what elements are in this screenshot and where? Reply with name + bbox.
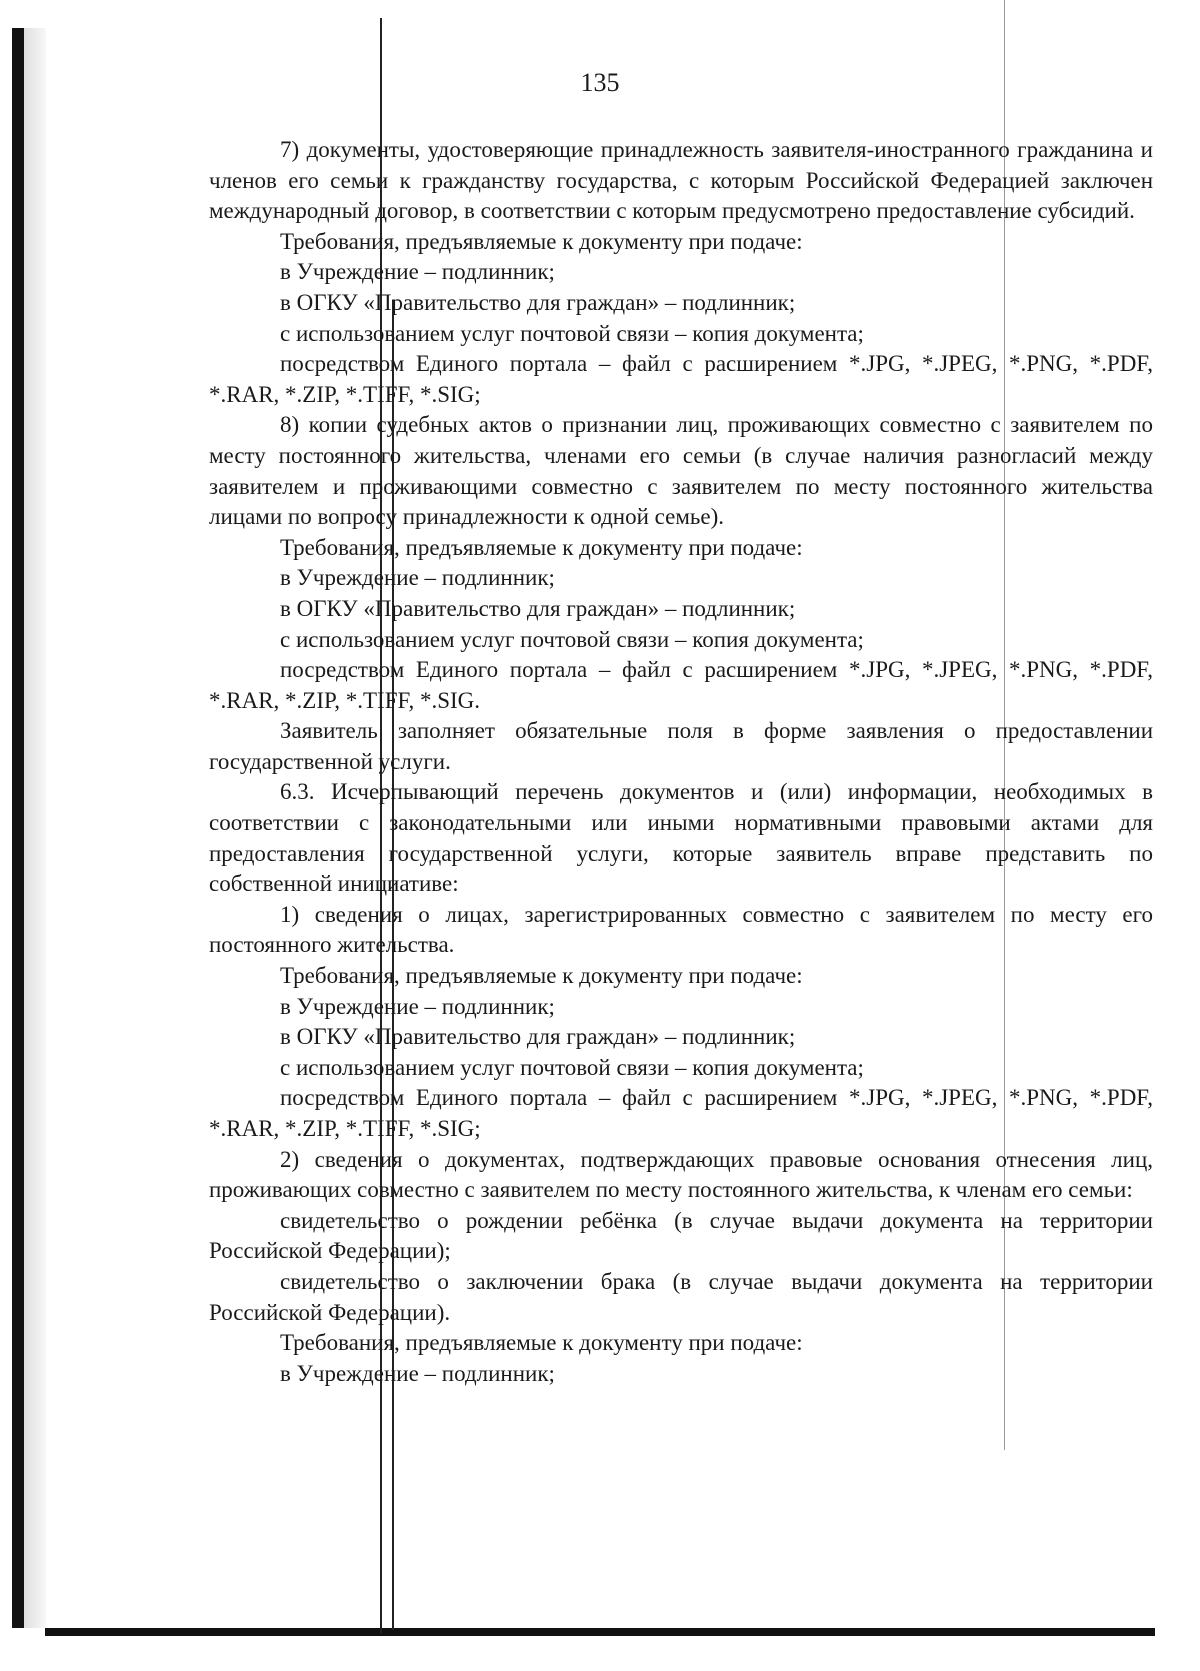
- paragraph: с использованием услуг почтовой связи – копия документа;: [280, 320, 864, 346]
- paragraph: с использованием услуг почтовой связи – копия документа;: [280, 626, 864, 652]
- paragraph: с использованием услуг почтовой связи – копия документа;: [280, 1054, 864, 1080]
- paragraph: свидетельство о рождении ребёнка (в случае выдачи документа на территории Российской Федерации);: [209, 1207, 1153, 1264]
- paragraph: в ОГКУ «Правительство для граждан» – подлинник;: [280, 1024, 796, 1050]
- paragraph: свидетельство о заключении брака (в случае выдачи документа на территории Российской Федерации).: [209, 1268, 1153, 1325]
- paragraph: в ОГКУ «Правительство для граждан» – подлинник;: [280, 595, 796, 621]
- scan-left-shadow: [24, 28, 46, 1628]
- paragraph: посредством Единого портала – файл с расширением *.JPG, *.JPEG, *.PNG, *.PDF, *.RAR, *.ZIP, *.TIFF, *.SIG;: [209, 1085, 1153, 1141]
- paragraph: в Учреждение – подлинник;: [280, 993, 555, 1019]
- paragraph: 6.3. Исчерпывающий перечень документов и (или) информации, необходимых в соответствии с законодательными или иными нормативными правовыми актами для предоставления государственной услуги, которые заявитель вправе представить по собственной инициативе:: [209, 779, 1153, 897]
- paragraph: 1) сведения о лицах, зарегистрированных совместно с заявителем по месту его постоянного жительства.: [209, 901, 1153, 958]
- scan-bottom-edge: [45, 1628, 1155, 1636]
- paragraph: Требования, предъявляемые к документу при подаче:: [280, 963, 803, 989]
- paragraph: Заявитель заполняет обязательные поля в форме заявления о предоставлении государственной услуги.: [209, 718, 1153, 774]
- paragraph: в Учреждение – подлинник;: [280, 565, 555, 591]
- paragraph: 8) копии судебных актов о признании лиц, проживающих совместно с заявителем по месту постоянного жительства, членами его семьи (в случае наличия разногласий между заявителем и проживающими совместно с заявителем по месту постоянного жительства лицами по вопросу принадлежности к одной семье).: [209, 412, 1153, 530]
- scan-left-edge: [12, 28, 24, 1628]
- paragraph: Требования, предъявляемые к документу при подаче:: [280, 1330, 803, 1356]
- paragraph: 2) сведения о документах, подтверждающих правовые основания отнесения лиц, проживающих совместно с заявителем по месту постоянного жительства, к членам его семьи:: [209, 1146, 1153, 1203]
- document-body: [209, 135, 1153, 1389]
- page-number: 135: [580, 68, 620, 97]
- paragraph: 7) документы, удостоверяющие принадлежность заявителя-иностранного гражданина и членов его семьи к гражданству государства, с которым Российской Федерацией заключен международный договор, в соответствии с которым предусмотрено предоставление субсидий.: [209, 137, 1153, 224]
- paragraph: Требования, предъявляемые к документу при подаче:: [280, 534, 803, 560]
- paragraph: Требования, предъявляемые к документу при подаче:: [280, 228, 803, 254]
- paragraph: посредством Единого портала – файл с расширением *.JPG, *.JPEG, *.PNG, *.PDF, *.RAR, *.ZIP, *.TIFF, *.SIG;: [209, 351, 1153, 407]
- paragraph: в Учреждение – подлинник;: [280, 259, 555, 285]
- paragraph: в ОГКУ «Правительство для граждан» – подлинник;: [280, 289, 796, 315]
- paragraph: в Учреждение – подлинник;: [280, 1360, 555, 1386]
- paragraph: посредством Единого портала – файл с расширением *.JPG, *.JPEG, *.PNG, *.PDF, *.RAR, *.ZIP, *.TIFF, *.SIG.: [209, 657, 1153, 713]
